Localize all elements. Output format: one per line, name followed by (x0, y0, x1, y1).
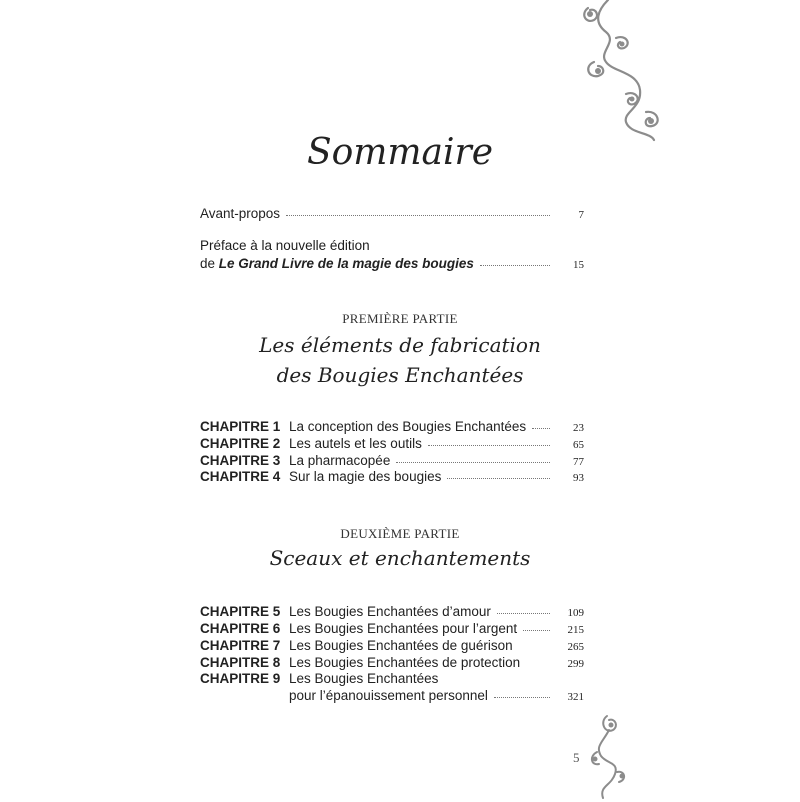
chapter-number: CHAPITRE 6 (200, 621, 281, 636)
dot-leader (396, 461, 550, 463)
chapter-page: 23 (573, 422, 584, 434)
toc-chapter-2[interactable] (200, 436, 584, 451)
chapter-title: Les Bougies Enchantées (289, 671, 439, 686)
chapter-number: CHAPITRE 8 (200, 655, 281, 670)
page-number: 5 (573, 750, 580, 765)
chapter-page: 93 (573, 472, 584, 484)
chapter-page: 77 (573, 456, 584, 468)
chapter-title: Sur la magie des bougies (289, 469, 442, 484)
chapter-page: 215 (567, 624, 584, 636)
flourish-ornament-bottom (585, 712, 630, 802)
part-label: PREMIÈRE PARTIE (342, 311, 458, 326)
chapter-title: Les Bougies Enchantées de guérison (289, 638, 513, 653)
toc-entry-page: 7 (578, 209, 584, 221)
chapter-number: CHAPITRE 2 (200, 436, 281, 451)
chapter-number: CHAPITRE 5 (200, 604, 281, 619)
chapter-title: Les Bougies Enchantées pour l’argent (289, 621, 518, 636)
toc-chapter-6[interactable] (200, 621, 584, 636)
dot-leader (447, 477, 550, 479)
dot-leader (494, 696, 550, 698)
chapter-number: CHAPITRE 4 (200, 469, 281, 484)
chapter-number: CHAPITRE 1 (200, 419, 281, 434)
dot-leader (286, 214, 550, 216)
toc-entry-label: de Le Grand Livre de la magie des bougies (200, 256, 474, 271)
part-label: DEUXIÈME PARTIE (340, 526, 460, 541)
chapter-page: 65 (573, 439, 584, 451)
chapter-number: CHAPITRE 9 (200, 671, 281, 686)
chapter-title: La conception des Bougies Enchantées (289, 419, 527, 434)
part-title: Sceaux et enchantements (269, 546, 531, 570)
chapter-page: 321 (567, 691, 584, 703)
chapter-number: CHAPITRE 3 (200, 453, 281, 468)
toc-entry-preface[interactable] (200, 256, 584, 271)
dot-leader (523, 629, 550, 631)
chapter-title: Les autels et les outils (289, 436, 422, 451)
chapter-page: 299 (567, 658, 584, 670)
toc-chapter-1[interactable] (200, 419, 584, 434)
part-title: Les éléments de fabrication des Bougies Enchantées (259, 333, 541, 387)
dot-leader (532, 427, 550, 429)
toc-chapter-5[interactable] (200, 604, 584, 619)
chapter-number: CHAPITRE 7 (200, 638, 281, 653)
chapter-page: 109 (567, 607, 584, 619)
toc-entry-preface-line1[interactable]: Préface à la nouvelle édition (200, 238, 370, 253)
toc-chapter-7[interactable] (200, 638, 584, 653)
toc-entry-label: Avant-propos (200, 206, 281, 221)
flourish-ornament-top (568, 0, 663, 150)
chapter-title: La pharmacopée (289, 453, 391, 468)
toc-chapter-4[interactable] (200, 469, 584, 484)
toc-entry-avant-propos[interactable] (200, 206, 584, 221)
dot-leader (428, 444, 550, 446)
toc-chapter-3[interactable] (200, 453, 584, 468)
dot-leader (480, 264, 550, 266)
chapter-title-continued: pour l’épanouissement personnel (289, 688, 488, 703)
chapter-title: Les Bougies Enchantées d’amour (289, 604, 491, 619)
toc-chapter-9-continued[interactable] (289, 688, 584, 703)
toc-entry-page: 15 (573, 259, 584, 271)
page-title: Sommaire (306, 132, 494, 173)
toc-chapter-8[interactable] (200, 655, 584, 670)
toc-chapter-9[interactable] (200, 671, 584, 686)
chapter-title: Les Bougies Enchantées de protection (289, 655, 521, 670)
dot-leader (497, 612, 550, 614)
chapter-page: 265 (567, 641, 584, 653)
